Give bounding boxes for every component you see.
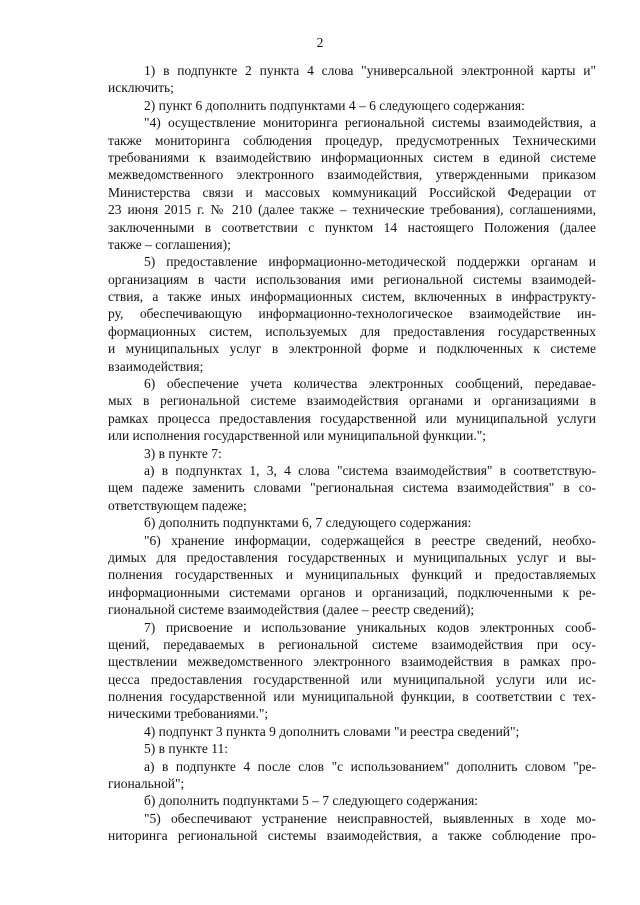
text-line: или исполнения государственной или муниципальной функции."; [108,428,486,444]
text-line: а) в подпунктах 1, 3, 4 слова "система взаимодействия" в соответствую- [144,462,596,478]
text-line: требованиями к взаимодействию информационных систем в единой системе [108,149,596,165]
text-line: полнения государственных и муниципальных функций и предоставляемых [108,567,596,583]
text-line: взаимодействия; [108,358,204,374]
document-body [108,62,596,845]
text-line: Министерства связи и массовых коммуникаций Российской Федерации от [108,184,596,200]
text-line: а) в подпункте 4 после слов "с использованием" дополнить словом "ре- [144,758,596,774]
text-line: также – соглашения); [108,236,231,252]
text-line: б) дополнить подпунктами 6, 7 следующего содержания: [144,515,472,531]
text-line: 1) в подпункте 2 пункта 4 слова "универсальной электронной карты и" [144,63,596,78]
text-line: ниторинга региональной системы взаимодействия, а также соблюдение про- [108,828,596,844]
text-line: 4) подпункт 3 пункта 9 дополнить словами "и реестра сведений"; [144,723,520,739]
text-line: щем падеже заменить словами "региональная система взаимодействия" в со- [108,480,596,496]
text-line: 5) в пункте 11: [144,741,228,757]
text-line: 5) предоставление информационно-методической поддержки органам и [144,254,596,270]
text-line: 23 июня 2015 г. № 210 (далее также – технические требования), соглашениями, [108,202,596,218]
text-line: щений, передаваемых в региональной системе взаимодействия при осу- [108,636,596,652]
text-line: исключить; [108,80,174,96]
text-line: ствия, а также иных информационных систем, включенных в инфраструкту- [108,289,596,305]
text-line: межведомственного электронного взаимодействия, утвержденными приказом [108,167,596,183]
text-line: "4) осуществление мониторинга региональной системы взаимодействия, а [144,115,596,131]
text-line: и муниципальных услуг в электронной форме и подключенных к системе [108,341,596,357]
text-line: ническими требованиями."; [108,706,269,722]
text-line: "6) хранение информации, содержащейся в реестре сведений, необхо- [144,532,596,548]
text-line: "5) обеспечивают устранение неисправностей, выявленных в ходе мо- [144,810,596,826]
text-line: 7) присвоение и использование уникальных кодов электронных сооб- [144,619,596,635]
text-line: ществлении межведомственного электронного взаимодействия в рамках про- [108,654,596,670]
text-line: заключенными в соответствии с пунктом 14 настоящего Положения (далее [108,219,596,235]
text-line: рамках процесса предоставления государственной или муниципальной услуги [108,410,596,426]
text-line: гиональной системе взаимодействия (далее – реестр сведений); [108,602,475,618]
text-line: димых для предоставления государственных и муниципальных услуг и вы- [108,549,596,565]
text-line: ответствующем падеже; [108,497,247,513]
text-line: также мониторинга соблюдения процедур, предусмотренных Техническими [108,132,596,148]
text-line: формационных систем, используемых для предоставления государственных [108,323,596,339]
text-line: цесса предоставления государственной или муниципальной услуги или ис- [108,671,596,687]
text-line: ру, обеспечивающую информационно-технологическое взаимодействие ин- [108,306,596,322]
text-line: 3) в пункте 7: [144,445,222,461]
text-line: полнения государственной или муниципальной функции, в соответствии с тех- [108,689,596,705]
text-line: информационными системами органов и организаций, подключенными к ре- [108,584,596,600]
text-line: б) дополнить подпунктами 5 – 7 следующего содержания: [144,793,479,809]
page-number: 2 [316,35,324,50]
text-line: гиональной"; [108,776,185,792]
text-line: 2) пункт 6 дополнить подпунктами 4 – 6 следующего содержания: [144,97,525,113]
text-line: мых в региональной системе взаимодействия органами и организациями в [108,393,596,409]
text-line: 6) обеспечение учета количества электронных сообщений, передавае- [144,376,596,392]
text-line: организациям в части использования ими региональной системы взаимодей- [108,271,596,287]
